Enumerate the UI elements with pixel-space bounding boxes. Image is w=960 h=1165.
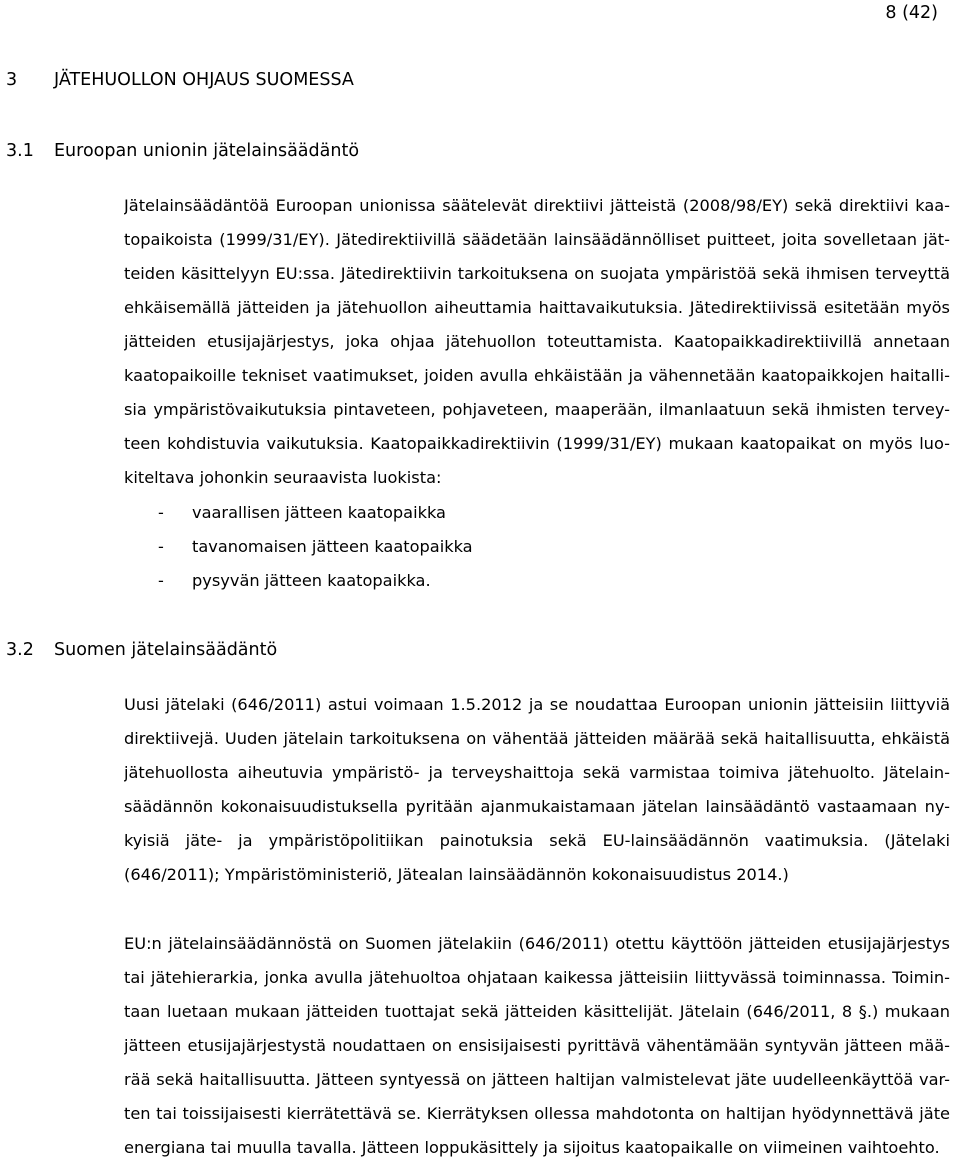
text-line: teen kohdistuvia vaikutuksia. Kaatopaikkadirektiivin (1999/31/EY) mukaan kaatopaikat on myös luo- [124,434,950,453]
text-line: Uusi jätelaki (646/2011) astui voimaan 1.5.2012 ja se noudattaa Euroopan unionin jätteisiin liittyviä [124,695,950,714]
text-line: energiana tai muulla tavalla. Jätteen loppukäsittely ja sijoitus kaatopaikalle on viimeinen vaihtoehto. [124,1138,940,1157]
page-number: 8 (42) [885,3,938,23]
section-title: Euroopan unionin jätelainsäädäntö [54,141,360,161]
heading-section-3-1 [6,140,359,162]
text-line: jätehuollosta aiheutuvia ympäristö- ja terveyshaittoja sekä varmistaa toimiva jätehuolto. Jätelain- [124,763,950,782]
list-bullet: - [158,537,164,556]
list-item-text: tavanomaisen jätteen kaatopaikka [192,537,473,556]
list-item [158,564,473,598]
text-line: (646/2011); Ympäristöministeriö, Jätealan lainsäädännön kokonaisuudistus 2014.) [124,865,789,884]
text-line: EU:n jätelainsäädännöstä on Suomen jätelakiin (646/2011) otettu käyttöön jätteiden etusijajärjestys [124,934,950,953]
list-item-text: pysyvän jätteen kaatopaikka. [192,571,431,590]
text-line: jätteiden etusijajärjestys, joka ohjaa jätehuollon toteuttamista. Kaatopaikkadirektiivillä annetaan [124,332,950,351]
text-line: ehkäisemällä jätteiden ja jätehuollon aiheuttamia haittavaikutuksia. Jätedirektiivissä esitetään myös [124,298,950,317]
text-line: Jätelainsäädäntöä Euroopan unionissa säätelevät direktiivi jätteistä (2008/98/EY) sekä direktiivi kaa- [124,196,950,215]
text-line: kyisiä jäte- ja ympäristöpolitiikan painotuksia sekä EU-lainsäädännön vaatimuksia. (Jätelaki [124,831,950,850]
list-bullet: - [158,571,164,590]
text-line: kiteltava johonkin seuraavista luokista: [124,468,442,487]
heading-section-3-2 [6,639,277,661]
text-line: sia ympäristövaikutuksia pintaveteen, pohjaveteen, maaperään, ilmanlaatuun sekä ihmisten tervey- [124,400,950,419]
section-number: 3.1 [6,141,34,161]
text-line: direktiivejä. Uuden jätelain tarkoituksena on vähentää jätteiden määrää sekä haitallisuutta, ehkäistä [124,729,950,748]
section-title: Suomen jätelainsäädäntö [54,640,278,660]
text-line: jätteen etusijajärjestystä noudattaen on ensisijaisesti pyrittävä vähentämään syntyvän jätteen mää- [124,1036,950,1055]
list-item [158,530,473,564]
section-number: 3.2 [6,640,34,660]
list-item-text: vaarallisen jätteen kaatopaikka [192,503,446,522]
paragraph-waste-hierarchy [124,927,950,1165]
text-line: topaikoista (1999/31/EY). Jätedirektiivillä säädetään lainsäädännölliset puitteet, joita sovelletaan jät- [124,230,950,249]
heading-section-3 [6,69,354,91]
text-line: ten tai toissijaisesti kierrätettävä se. Kierrätyksen ollessa mahdotonta on haltijan hyödynnettävä jäte [124,1104,950,1123]
section-number: 3 [6,70,18,90]
text-line: rää sekä haitallisuutta. Jätteen syntyessä on jätteen haltijan valmistelevat jäte uudelleenkäyttöä var- [124,1070,950,1089]
text-line: tai jätehierarkia, jonka avulla jätehuoltoa ohjataan kaikessa jätteisiin liittyvässä toiminnassa. Toimin- [124,968,950,987]
landfill-classes-list [158,496,473,598]
paragraph-new-waste-act [124,688,950,892]
list-item [158,496,473,530]
list-bullet: - [158,503,164,522]
paragraph-eu-legislation [124,189,950,495]
text-line: teiden käsittelyyn EU:ssa. Jätedirektiivin tarkoituksena on suojata ympäristöä sekä ihmisen terveyttä [124,264,950,283]
section-title: JÄTEHUOLLON OHJAUS SUOMESSA [54,70,354,90]
text-line: säädännön kokonaisuudistuksella pyritään ajanmukaistamaan jätelan lainsäädäntö vastaamaan ny- [124,797,950,816]
text-line: kaatopaikoille tekniset vaatimukset, joiden avulla ehkäistään ja vähennetään kaatopaikkojen haitalli- [124,366,950,385]
text-line: taan luetaan mukaan jätteiden tuottajat sekä jätteiden käsittelijät. Jätelain (646/2011, 8 §.) mukaan [124,1002,950,1021]
